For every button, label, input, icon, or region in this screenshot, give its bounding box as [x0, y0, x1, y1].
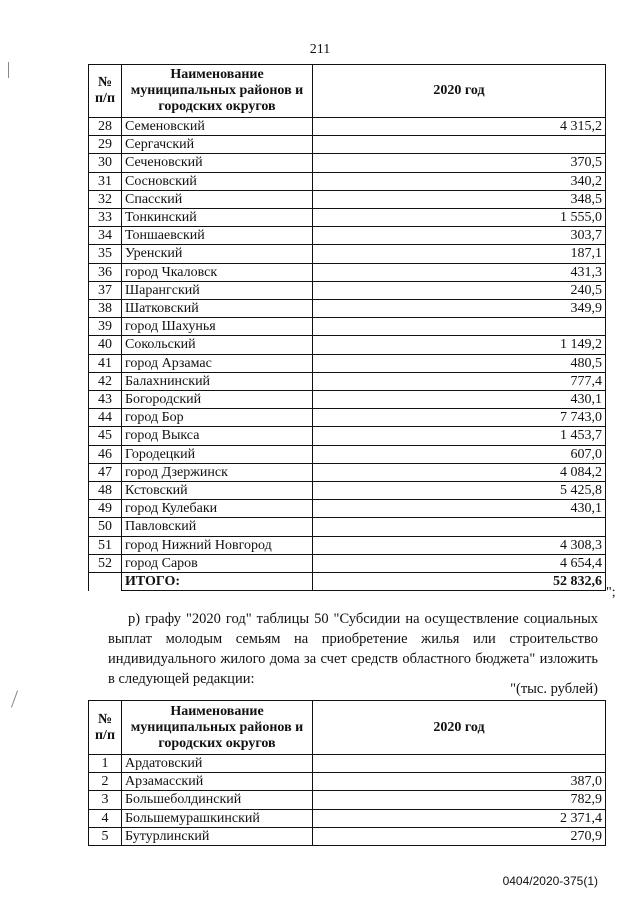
- row-value: 430,1: [313, 391, 606, 409]
- row-number: 50: [89, 518, 122, 536]
- table-row: [89, 791, 606, 809]
- row-value: 4 654,4: [313, 554, 606, 572]
- row-value: 7 743,0: [313, 409, 606, 427]
- row-name: Сергачский: [122, 136, 313, 154]
- row-name: Арзамасский: [122, 773, 313, 791]
- row-name: город Чкаловск: [122, 263, 313, 281]
- table-row: [89, 445, 606, 463]
- header-num: № п/п: [89, 701, 122, 755]
- table-row: [89, 409, 606, 427]
- row-number: 43: [89, 391, 122, 409]
- table-row: [89, 427, 606, 445]
- closing-quote: ";: [606, 585, 616, 600]
- table-row: [89, 118, 606, 136]
- row-value: 1 555,0: [313, 209, 606, 227]
- row-name: Семеновский: [122, 118, 313, 136]
- table-row: [89, 227, 606, 245]
- row-name: Сокольский: [122, 336, 313, 354]
- row-value: 348,5: [313, 190, 606, 208]
- row-number: 36: [89, 263, 122, 281]
- row-number: 47: [89, 463, 122, 481]
- row-name: Сеченовский: [122, 154, 313, 172]
- subsidy-table-continued: [88, 64, 606, 591]
- table-row: [89, 318, 606, 336]
- row-name: Бутурлинский: [122, 827, 313, 845]
- row-name: Шатковский: [122, 300, 313, 318]
- row-value: [313, 518, 606, 536]
- row-value: 782,9: [313, 791, 606, 809]
- row-value: [313, 318, 606, 336]
- row-name: Павловский: [122, 518, 313, 536]
- row-number: 44: [89, 409, 122, 427]
- row-name: Кстовский: [122, 482, 313, 500]
- row-number: 29: [89, 136, 122, 154]
- table-header-row: [89, 701, 606, 755]
- row-value: 431,3: [313, 263, 606, 281]
- row-number: 42: [89, 372, 122, 390]
- row-name: Богородский: [122, 391, 313, 409]
- table-row: [89, 245, 606, 263]
- row-number: 37: [89, 281, 122, 299]
- row-name: город Дзержинск: [122, 463, 313, 481]
- row-value: 4 315,2: [313, 118, 606, 136]
- unit-note: "(тыс. рублей): [510, 681, 598, 697]
- row-number: 1: [89, 755, 122, 773]
- total-row: [89, 573, 606, 591]
- row-value: 370,5: [313, 154, 606, 172]
- row-number: 48: [89, 482, 122, 500]
- table-row: [89, 518, 606, 536]
- row-number: 49: [89, 500, 122, 518]
- subsidy-table-50: [88, 700, 606, 846]
- row-name: город Бор: [122, 409, 313, 427]
- row-value: 340,2: [313, 172, 606, 190]
- row-number: 45: [89, 427, 122, 445]
- table-row: [89, 209, 606, 227]
- row-name: город Выкса: [122, 427, 313, 445]
- row-number: 4: [89, 809, 122, 827]
- scan-mark: [8, 62, 9, 78]
- table-row: [89, 336, 606, 354]
- row-name: город Шахунья: [122, 318, 313, 336]
- row-value: 1 149,2: [313, 336, 606, 354]
- row-value: 387,0: [313, 773, 606, 791]
- table-row: [89, 300, 606, 318]
- table-row: [89, 354, 606, 372]
- row-number: 32: [89, 190, 122, 208]
- scan-mark: [11, 690, 18, 707]
- row-name: город Саров: [122, 554, 313, 572]
- table-row: [89, 482, 606, 500]
- row-number: 30: [89, 154, 122, 172]
- row-name: Балахнинский: [122, 372, 313, 390]
- total-num-cell: [89, 573, 122, 591]
- row-number: 33: [89, 209, 122, 227]
- row-name: Тонкинский: [122, 209, 313, 227]
- document-code: 0404/2020-375(1): [502, 874, 598, 888]
- table-row: [89, 263, 606, 281]
- row-value: 303,7: [313, 227, 606, 245]
- row-value: 480,5: [313, 354, 606, 372]
- total-label: ИТОГО:: [122, 573, 313, 591]
- paragraph-text: р) графу "2020 год" таблицы 50 "Субсидии на осуществление социальных выплат молодым семьям на приобретение жилья или строительство индивидуального жилого дома за счет средств областного бюджета" изложить в следующей редакции:: [108, 611, 598, 687]
- row-name: Спасский: [122, 190, 313, 208]
- row-value: 2 371,4: [313, 809, 606, 827]
- row-number: 31: [89, 172, 122, 190]
- table-row: [89, 809, 606, 827]
- row-value: [313, 755, 606, 773]
- table-row: [89, 190, 606, 208]
- row-number: 28: [89, 118, 122, 136]
- row-name: Сосновский: [122, 172, 313, 190]
- row-value: 1 453,7: [313, 427, 606, 445]
- table-row: [89, 500, 606, 518]
- row-name: Ардатовский: [122, 755, 313, 773]
- row-name: Тоншаевский: [122, 227, 313, 245]
- table-row: [89, 172, 606, 190]
- header-num: № п/п: [89, 65, 122, 118]
- row-number: 35: [89, 245, 122, 263]
- row-name: город Нижний Новгород: [122, 536, 313, 554]
- table-row: [89, 372, 606, 390]
- row-name: Большеболдинский: [122, 791, 313, 809]
- row-name: Городецкий: [122, 445, 313, 463]
- table-row: [89, 154, 606, 172]
- row-number: 5: [89, 827, 122, 845]
- row-number: 34: [89, 227, 122, 245]
- row-number: 46: [89, 445, 122, 463]
- row-name: Большемурашкинский: [122, 809, 313, 827]
- row-value: 4 308,3: [313, 536, 606, 554]
- row-value: 240,5: [313, 281, 606, 299]
- row-number: 51: [89, 536, 122, 554]
- header-name: Наименование муниципальных районов и городских округов: [122, 65, 313, 118]
- table-row: [89, 463, 606, 481]
- row-value: 270,9: [313, 827, 606, 845]
- row-name: Уренский: [122, 245, 313, 263]
- table-row: [89, 281, 606, 299]
- table-row: [89, 536, 606, 554]
- row-value: [313, 136, 606, 154]
- table-row: [89, 827, 606, 845]
- row-number: 41: [89, 354, 122, 372]
- row-number: 40: [89, 336, 122, 354]
- row-number: 3: [89, 791, 122, 809]
- row-number: 52: [89, 554, 122, 572]
- header-name: Наименование муниципальных районов и городских округов: [122, 701, 313, 755]
- table-body: [89, 755, 606, 846]
- row-name: город Кулебаки: [122, 500, 313, 518]
- amendment-paragraph: [108, 609, 598, 689]
- table-row: [89, 773, 606, 791]
- row-number: 38: [89, 300, 122, 318]
- row-value: 430,1: [313, 500, 606, 518]
- table-row: [89, 755, 606, 773]
- row-number: 39: [89, 318, 122, 336]
- table-row: [89, 391, 606, 409]
- header-year: 2020 год: [313, 701, 606, 755]
- table-row: [89, 554, 606, 572]
- total-value: 52 832,6: [313, 573, 606, 591]
- row-value: 4 084,2: [313, 463, 606, 481]
- row-number: 2: [89, 773, 122, 791]
- header-year: 2020 год: [313, 65, 606, 118]
- row-value: 187,1: [313, 245, 606, 263]
- row-name: Шарангский: [122, 281, 313, 299]
- page-number: 211: [309, 42, 331, 57]
- row-value: 5 425,8: [313, 482, 606, 500]
- table-row: [89, 136, 606, 154]
- row-value: 349,9: [313, 300, 606, 318]
- row-name: город Арзамас: [122, 354, 313, 372]
- row-value: 777,4: [313, 372, 606, 390]
- table-header-row: [89, 65, 606, 118]
- table-body: [89, 118, 606, 573]
- row-value: 607,0: [313, 445, 606, 463]
